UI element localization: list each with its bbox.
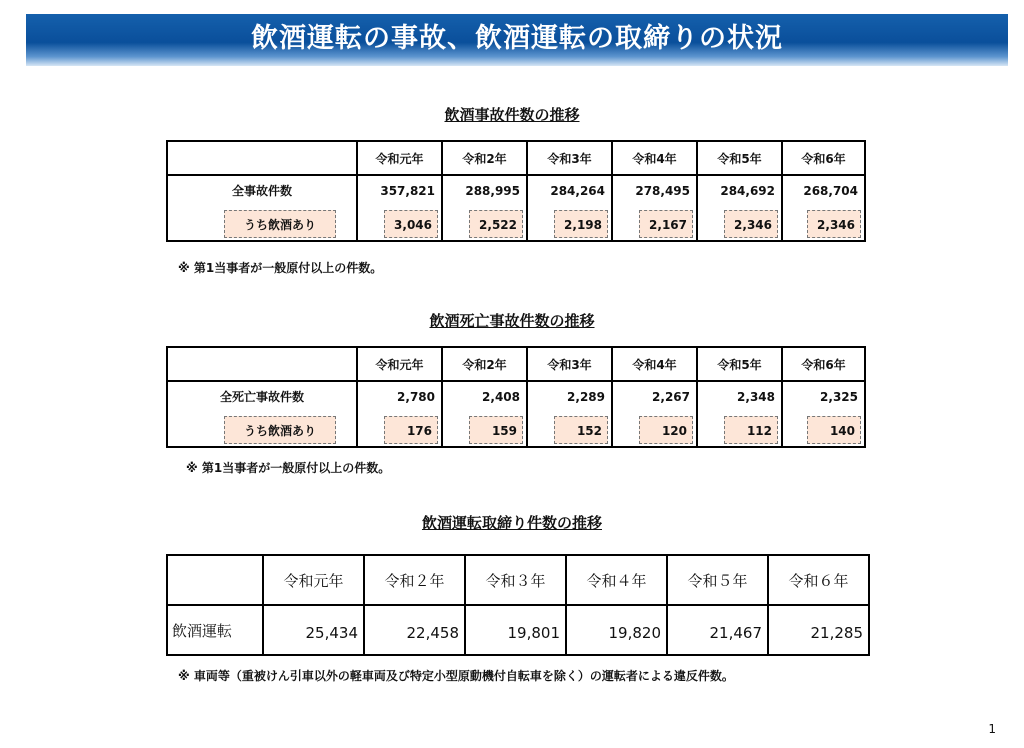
accidents-table: [166, 140, 866, 242]
year-header: 令和6年: [782, 141, 865, 175]
total-value: 288,995: [465, 184, 520, 198]
year-header: 令和2年: [442, 347, 527, 381]
fatal-title: 飲酒死亡事故件数の推移: [429, 312, 595, 330]
total-value: 268,704: [803, 184, 858, 198]
enforcement-title: 飲酒運転取締り件数の推移: [421, 514, 602, 532]
drunk-value: 120: [639, 416, 693, 444]
total-value: 2,348: [737, 390, 775, 404]
year-header: 令和元年: [357, 141, 442, 175]
enforcement-note: ※ 車両等（重被けん引車以外の軽車両及び特定小型原動機付自転車を除く）の運転者による違反件数。: [178, 669, 734, 683]
year-header: 令和５年: [667, 555, 768, 605]
total-label: 全事故件数: [231, 184, 292, 198]
total-value: 2,289: [567, 390, 605, 404]
drunk-value: 2,346: [807, 210, 861, 238]
total-value: 284,692: [720, 184, 775, 198]
year-header: 令和６年: [768, 555, 869, 605]
enforcement-value: 21,467: [667, 605, 768, 655]
fatal-table: [166, 346, 866, 448]
year-header: 令和6年: [782, 347, 865, 381]
drunk-value: 2,346: [724, 210, 778, 238]
year-header: 令和3年: [527, 347, 612, 381]
drunk-label: うち飲酒あり: [224, 416, 336, 444]
enforcement-value: 19,801: [465, 605, 566, 655]
year-header: 令和３年: [465, 555, 566, 605]
total-label: 全死亡事故件数: [219, 390, 304, 404]
year-header: 令和元年: [357, 347, 442, 381]
drunk-label: うち飲酒あり: [224, 210, 336, 238]
drunk-value: 3,046: [384, 210, 438, 238]
year-header: 令和元年: [263, 555, 364, 605]
page-title: 飲酒運転の事故、飲酒運転の取締りの状況: [26, 14, 1008, 66]
drunk-value: 159: [469, 416, 523, 444]
total-value: 278,495: [635, 184, 690, 198]
year-header: 令和4年: [612, 141, 697, 175]
total-value: 2,325: [820, 390, 858, 404]
enforcement-value: 21,285: [768, 605, 869, 655]
year-header: 令和5年: [697, 141, 782, 175]
enforcement-value: 25,434: [263, 605, 364, 655]
row-label-cell: [167, 381, 357, 447]
row-label: 飲酒運転: [167, 605, 263, 655]
drunk-value: 2,522: [469, 210, 523, 238]
corner-cell: [167, 141, 357, 175]
enforcement-value: 22,458: [364, 605, 465, 655]
page-number: 1: [988, 722, 996, 736]
total-value: 2,267: [652, 390, 690, 404]
year-header: 令和3年: [527, 141, 612, 175]
enforcement-table: [166, 554, 870, 656]
corner-cell: [167, 555, 263, 605]
row-label-cell: [167, 175, 357, 241]
drunk-value: 176: [384, 416, 438, 444]
drunk-value: 152: [554, 416, 608, 444]
drunk-value: 2,167: [639, 210, 693, 238]
corner-cell: [167, 347, 357, 381]
drunk-value: 140: [807, 416, 861, 444]
year-header: 令和2年: [442, 141, 527, 175]
year-header: 令和２年: [364, 555, 465, 605]
year-header: 令和4年: [612, 347, 697, 381]
drunk-value: 2,198: [554, 210, 608, 238]
total-value: 2,408: [482, 390, 520, 404]
enforcement-value: 19,820: [566, 605, 667, 655]
year-header: 令和5年: [697, 347, 782, 381]
fatal-note: ※ 第1当事者が一般原付以上の件数。: [186, 461, 391, 475]
year-header: 令和４年: [566, 555, 667, 605]
accidents-title: 飲酒事故件数の推移: [444, 106, 580, 124]
accidents-note: ※ 第1当事者が一般原付以上の件数。: [178, 261, 383, 275]
total-value: 284,264: [550, 184, 605, 198]
total-value: 2,780: [397, 390, 435, 404]
drunk-value: 112: [724, 416, 778, 444]
total-value: 357,821: [380, 184, 435, 198]
